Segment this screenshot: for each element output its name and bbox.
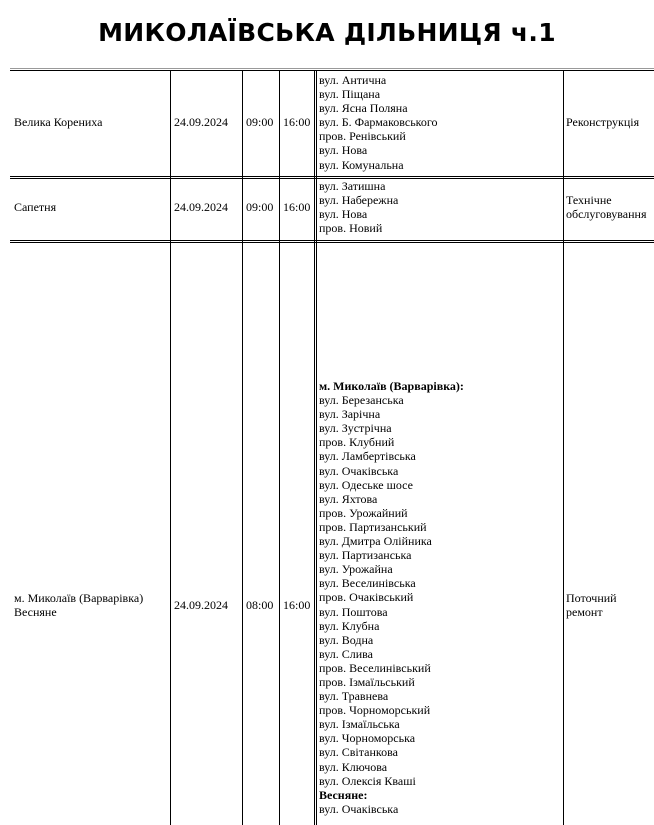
street-item: вул. Березанська bbox=[319, 393, 404, 408]
start-time: 09:00 bbox=[246, 200, 274, 215]
street-item: вул. Дмитра Олійника bbox=[319, 534, 432, 549]
street-item: вул. Чорноморська bbox=[319, 731, 416, 746]
street-group-heading: Весняне: bbox=[319, 787, 368, 802]
street-item: вул. Ключова bbox=[319, 759, 388, 774]
street-item: вул. Яхтова bbox=[319, 491, 378, 506]
street-item: вул. Ясна Поляна bbox=[319, 101, 408, 116]
outage-date: 24.09.2024 bbox=[174, 200, 228, 215]
end-time: 16:00 bbox=[283, 200, 311, 215]
table-border bbox=[10, 176, 654, 177]
street-item: вул. Затишна bbox=[319, 179, 386, 193]
street-item: вул. Нова bbox=[319, 143, 368, 158]
start-time: 09:00 bbox=[246, 115, 274, 130]
street-item: вул. Веселинівська bbox=[319, 576, 416, 591]
street-item: вул. Клубна bbox=[319, 618, 380, 633]
table-border bbox=[10, 68, 654, 69]
street-item: вул. Урожайна bbox=[319, 562, 393, 577]
table-border bbox=[170, 70, 171, 825]
settlement-name: Сапетня bbox=[14, 200, 57, 215]
settlement-name: Весняне bbox=[14, 605, 57, 619]
outage-reason: ремонт bbox=[566, 605, 603, 619]
street-item: пров. Ренівський bbox=[319, 129, 406, 144]
table-border bbox=[279, 70, 280, 825]
start-time: 08:00 bbox=[246, 598, 274, 612]
page-title: МИКОЛАЇВСЬКА ДІЛЬНИЦЯ ч.1 bbox=[98, 18, 556, 47]
street-item: вул. Піщана bbox=[319, 87, 381, 102]
settlement-name: м. Миколаїв (Варварівка) bbox=[14, 591, 144, 605]
street-item: вул. Поштова bbox=[319, 604, 388, 619]
outage-reason: Реконструкція bbox=[566, 115, 640, 130]
street-item: вул. Партизанська bbox=[319, 548, 412, 563]
street-item: вул. Ламбертівська bbox=[319, 449, 416, 464]
table-border bbox=[10, 240, 654, 241]
outage-date: 24.09.2024 bbox=[174, 598, 228, 612]
outage-reason: обслуговування bbox=[566, 207, 647, 222]
end-time: 16:00 bbox=[283, 598, 311, 612]
street-item: вул. Очаківська bbox=[319, 463, 399, 478]
street-item: вул. Набережна bbox=[319, 193, 399, 208]
street-item: вул. Ізмаїльська bbox=[319, 717, 400, 732]
street-group-heading: м. Миколаїв (Варварівка): bbox=[319, 379, 464, 393]
street-item: пров. Новий bbox=[319, 221, 383, 236]
street-item: пров. Клубний bbox=[319, 435, 395, 450]
outage-schedule-table bbox=[0, 68, 654, 825]
street-item: вул. Зарічна bbox=[319, 407, 381, 422]
table-border bbox=[314, 70, 315, 825]
street-item: вул. Одеське шосе bbox=[319, 477, 413, 492]
street-item: пров. Ізмаїльський bbox=[319, 674, 415, 689]
street-item: пров. Чорноморський bbox=[319, 703, 431, 718]
street-item: вул. Світанкова bbox=[319, 745, 398, 760]
street-item: вул. Слива bbox=[319, 646, 373, 661]
street-item: пров. Урожайний bbox=[319, 505, 408, 520]
street-item: пров. Партизанський bbox=[319, 519, 427, 534]
street-item: вул. Антична bbox=[319, 73, 387, 87]
table-border bbox=[316, 70, 318, 825]
street-item: вул. Б. Фармаковського bbox=[319, 115, 438, 130]
outage-reason: Поточний bbox=[566, 591, 617, 605]
street-item: пров. Очаківський bbox=[319, 590, 414, 605]
table-border bbox=[10, 242, 654, 243]
table-border bbox=[242, 70, 243, 825]
street-item: вул. Травнева bbox=[319, 689, 389, 704]
street-item: вул. Водна bbox=[319, 632, 374, 647]
street-item: вул. Нова bbox=[319, 207, 368, 222]
settlement-name: Велика Корениха bbox=[14, 115, 103, 130]
outage-date: 24.09.2024 bbox=[174, 115, 228, 130]
table-border bbox=[563, 70, 564, 825]
street-item: вул. Олексія Кваші bbox=[319, 773, 416, 788]
street-item: пров. Веселинівський bbox=[319, 660, 431, 675]
end-time: 16:00 bbox=[283, 115, 311, 130]
street-item: вул. Комунальна bbox=[319, 157, 404, 172]
street-list bbox=[319, 179, 398, 235]
outage-reason: Технічне bbox=[566, 193, 612, 208]
street-list bbox=[319, 73, 438, 172]
street-item: вул. Очаківська bbox=[319, 801, 399, 816]
table-border bbox=[10, 70, 654, 71]
street-list bbox=[319, 379, 464, 816]
street-item: вул. Зустрічна bbox=[319, 421, 392, 436]
